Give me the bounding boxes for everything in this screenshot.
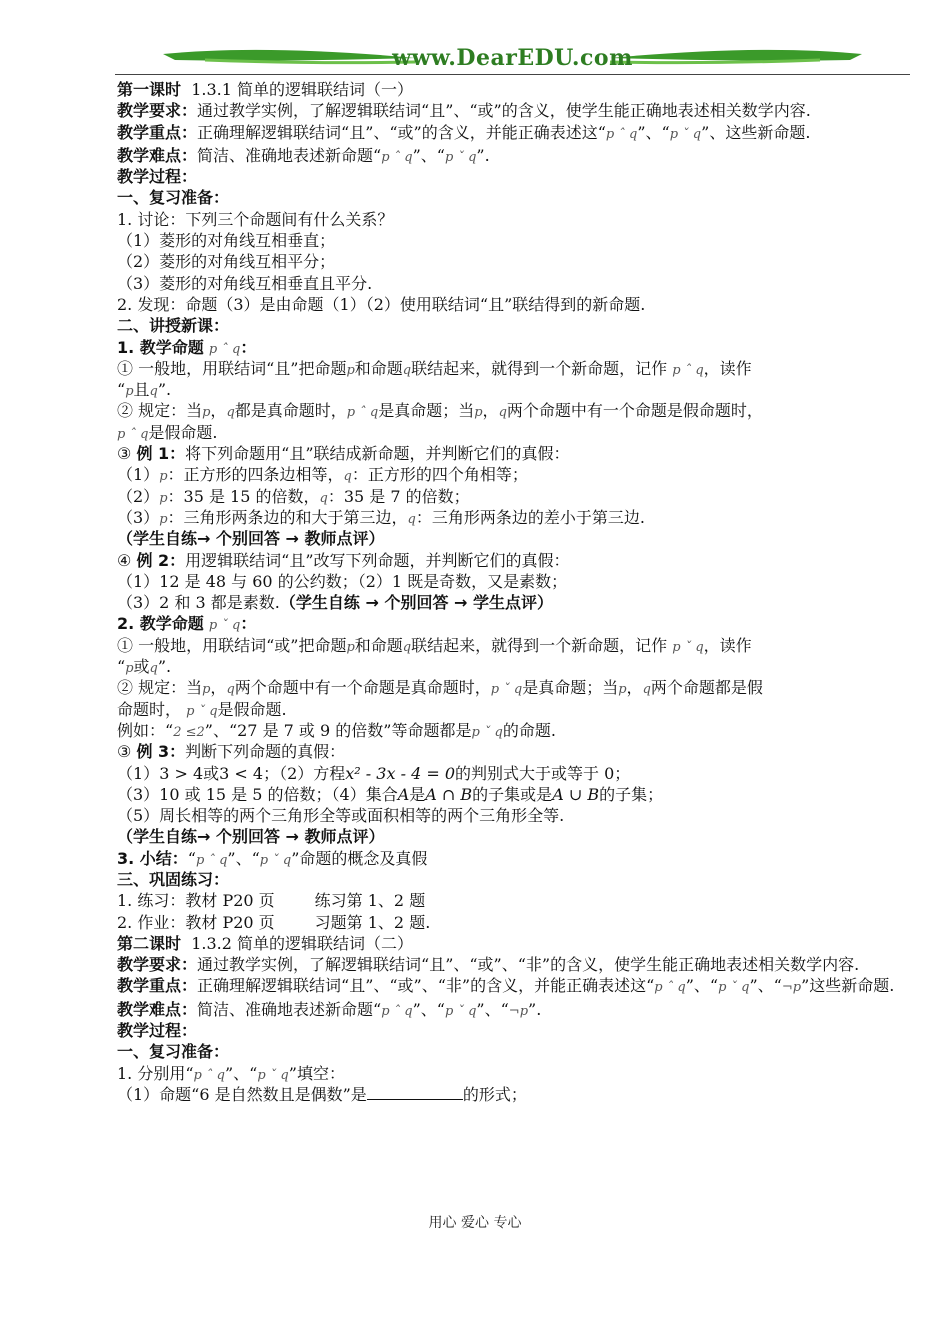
section-heading: 二、讲授新课： <box>117 316 230 336</box>
text: ：三角形两条边的差小于第三边. <box>415 507 645 527</box>
topic-heading: 1. 教学命题 <box>117 337 204 357</box>
text: 1. 练习：教材 P20 页 <box>117 891 275 911</box>
text: ① 一般地，用联结词“或”把命题 <box>117 635 347 655</box>
q-symbol: q <box>149 661 158 677</box>
p-symbol: p <box>202 682 211 698</box>
section-heading: 一、复习准备： <box>117 1042 230 1062</box>
req-label: 教学要求： <box>117 101 198 121</box>
section-heading: 一、复习准备： <box>117 188 230 208</box>
key-text: ”、“ <box>685 976 719 996</box>
diff-text: ”、“ <box>476 999 509 1019</box>
key-label: 教学重点： <box>117 976 198 996</box>
text: 命题时， <box>117 699 182 719</box>
text: 将下列命题用“且”联结成新命题，并判断它们的真假： <box>185 444 570 464</box>
text: 且 <box>133 380 150 400</box>
text: “ <box>117 657 126 677</box>
text: ：35 是 15 的倍数， <box>167 486 320 506</box>
and-symbol: p ˆ q <box>193 1067 225 1083</box>
text: 是 <box>409 784 426 804</box>
text: 和命题 <box>354 635 403 655</box>
q-symbol: q <box>402 362 412 378</box>
key-text: ”这些新命题. <box>801 976 895 996</box>
diff-text: 简洁、准确地表述新命题“ <box>197 145 382 165</box>
text: 是真命题；当 <box>378 401 475 421</box>
text-line: （1）菱形的对角线互相垂直； <box>117 231 336 251</box>
flow-note: （学生自练 → 个别回答 → 学生点评） <box>279 593 553 613</box>
text: 两个命题中有一个命题是假命题时， <box>506 401 763 421</box>
process-heading: 教学过程： <box>117 1021 198 1041</box>
key-text: 正确理解逻辑联结词“且”、“或”、“非”的含义，并能正确表述这“ <box>197 976 655 996</box>
q-symbol: q <box>407 511 416 527</box>
not-symbol: ¬p <box>508 1003 529 1019</box>
text: 是假命题. <box>148 422 218 442</box>
text: 例如：“ <box>117 720 174 740</box>
math: 3 > 4 <box>159 763 204 783</box>
diff-text: ”、“ <box>412 145 445 165</box>
p-symbol: p <box>346 639 355 655</box>
text: （3）2 和 3 都是素数. <box>117 593 280 613</box>
summary-label: 3. 小结： <box>117 848 188 868</box>
text: 或 <box>203 763 220 783</box>
diff-label: 教学难点： <box>117 999 198 1019</box>
text: 1. 分别用“ <box>117 1063 194 1083</box>
text-line: （2）菱形的对角线互相平分； <box>117 252 336 272</box>
document-body: 第一课时 1.3.1 简单的逻辑联结词（一） 教学要求：通过教学实例，了解逻辑联结词“且”、“或”的含义，使学生能正确地表述相关数学内容. 教学重点：正确理解逻辑联结词“且”、“或”的含义，并能正确表述这“p ˆ q”、“p ˇ q”、这些新命题. 教学难点：简洁、准确地表述新命题“p ˆ q”、“p ˇ q”. 教学过程： 一、复习准备： 1. 讨论：下列三个命题间有什么关系？ （1）菱形的对角线互相垂直； （2）菱形的对角线互相平分； （3）菱形的对角线互相垂直且平分. 2. 发现：命题（3）是由命题（1）（2）使用联结词“且”联结得到的新命题. 二、讲授新课： 1. 教学命题 p ˆ q： ① 一般地，用联结词“且”把命题p和命题q联结起来，就得到一个新命题，记作 p ˆ q，读作 “p且q”. ② 规定：当p，q都是真命题时，p ˆ q是真命题；当p，q两个命题中有一个命题是假命题时， p ˆ q是假命题. ③ 例 1：将下列命题用“且”联结成新命题，并判断它们的真假： （1）p：正方形的四条边相等，q：正方形的四个角相等； （2）p：35 是 15 的倍数，q：35 是 7 的倍数； （3）p：三角形两条边的和大于第三边，q：三角形两条边的差小于第三边. （学生自练→ 个别回答 → 教师点评） ④ 例 2：用逻辑联结词“且”改写下列命题，并判断它们的真假： （1）12 是 48 与 60 的公约数；（2）1 既是奇数，又是素数； （3）2 和 3 都是素数.（学生自练 → 个别回答 → 学生点评） 2. 教学命题 p ˇ q： ① 一般地，用联结词“或”把命题p和命题q联结起来，就得到一个新命题，记作 p ˇ q，读作 “p或q”. ② 规定：当p，q两个命题中有一个命题是真命题时，p ˇ q是真命题；当p，q两个命题都是假 命题时， p ˇ q是假命题. 例如：“2 ≤2”、“27 是 7 或 9 的倍数”等命题都是p ˇ q的命题. ③ 例 3：判断下列命题的真假： （1）3 > 4或3 < 4；（2）方程x² - 3x - 4 = 0的判别式大于或等于 0； （3）10 或 15 是 5 的倍数；（4）集合A是A ∩ B的子集或是A ∪ B的子集； （5）周长相等的两个三角形全等或面积相等的两个三角形全等. （学生自练→ 个别回答 → 教师点评） 3. 小结：“p ˆ q”、“p ˇ q”命题的概念及真假 三、巩固练习： 1. 练习：教材 P20 页 练习第 1、2 题 2. 作业：教材 P20 页 习题第 1、2 题. 第二课时 1.3.2 简单的逻辑联结词（二） 教学要求：通过教学实例，了解逻辑联结词“且”、“或”、“非”的含义，使学生能正确地表述相关数学内容. 教学重点：正确理解逻辑联结词“且”、“或”、“非”的含义，并能正确表述这“p ˆ q”、“p ˇ q”、“¬p”这些新命题. 教学难点：简洁、准确地表述新命题“p ˆ q”、“p ˇ q”、“¬p”. 教学过程： 一、复习准备： 1. 分别用“p ˆ q”、“p ˇ q”填空： （1）命题“6 是自然数且是偶数”是 的形式； <box>117 79 912 1105</box>
text: （1） <box>117 465 160 485</box>
text: （2） <box>117 486 160 506</box>
text: 判断下列命题的真假： <box>185 742 346 762</box>
text: ”填空： <box>288 1063 345 1083</box>
text: ：三角形两条边的和大于第三边， <box>167 507 408 527</box>
q-symbol: q <box>498 405 507 421</box>
text: 两个命题中有一个命题是真命题时， <box>234 678 491 698</box>
key-text: 正确理解逻辑联结词“且”、“或”的含义，并能正确表述这“ <box>197 122 606 142</box>
topic-heading: 2. 教学命题 <box>117 614 204 634</box>
or-symbol: p ˇ q <box>445 149 477 165</box>
text: ， <box>482 401 499 421</box>
text: 的形式； <box>462 1084 527 1104</box>
example-label: 例 2： <box>136 550 186 570</box>
example-label: 例 3： <box>136 742 186 762</box>
p-symbol: p <box>618 682 627 698</box>
text: ：正方形的四个角相等； <box>351 465 528 485</box>
text: 习题第 1、2 题. <box>314 912 431 932</box>
or-symbol: p ˇ q <box>445 1003 477 1019</box>
text: ，读作 <box>703 358 752 378</box>
p-symbol: p <box>125 384 134 400</box>
text: “ <box>117 380 126 400</box>
text: ”、“ <box>227 848 260 868</box>
text-line: （5）周长相等的两个三角形全等或面积相等的两个三角形全等. <box>117 806 565 826</box>
or-symbol: p ˇ q <box>490 682 523 698</box>
q-symbol: q <box>402 639 412 655</box>
text: ”、“ <box>224 1063 258 1083</box>
text: （1） <box>117 763 160 783</box>
diff-text: ”. <box>528 999 542 1019</box>
text: ， <box>626 678 643 698</box>
q-symbol: q <box>149 384 158 400</box>
set-a: A <box>397 784 410 804</box>
or-symbol: p ˇ q <box>471 724 503 740</box>
or-symbol: p ˇ q <box>718 980 750 996</box>
equation: x² - 3x - 4 = 0 <box>345 763 455 783</box>
lesson2-title: 第二课时 <box>117 933 182 953</box>
colon: ： <box>240 614 257 634</box>
flow-note: （学生自练→ 个别回答 → 教师点评） <box>117 827 385 847</box>
req-label: 教学要求： <box>117 955 198 975</box>
text: ”、“27 是 7 或 9 的倍数”等命题都是 <box>204 720 472 740</box>
diff-text: ”、“ <box>412 999 445 1019</box>
text: 2. 作业：教材 P20 页 <box>117 912 275 932</box>
fill-blank[interactable] <box>367 1085 463 1100</box>
text: 的子集或是 <box>472 784 553 804</box>
q-symbol: q <box>226 682 235 698</box>
text-line: 2. 发现：命题（3）是由命题（1）（2）使用联结词“且”联结得到的新命题. <box>117 294 646 314</box>
text: （3） <box>117 507 160 527</box>
text-line: （3）菱形的对角线互相垂直且平分. <box>117 273 373 293</box>
text: ”. <box>157 657 172 677</box>
text: ，读作 <box>703 635 752 655</box>
req-text: 通过教学实例，了解逻辑联结词“且”、“或”、“非”的含义，使学生能正确地表述相关数学内容. <box>197 955 860 975</box>
req-text: 通过教学实例，了解逻辑联结词“且”、“或”的含义，使学生能正确地表述相关数学内容. <box>197 101 811 121</box>
section-heading: 三、巩固练习： <box>117 869 230 889</box>
p-symbol: p <box>202 405 211 421</box>
text: ：正方形的四条边相等， <box>167 465 344 485</box>
text: ② 规定：当 <box>117 678 203 698</box>
math: 3 < 4 <box>219 763 264 783</box>
text: ；（2）方程 <box>263 763 346 783</box>
text: ”命题的概念及真假 <box>291 848 428 868</box>
q-symbol: q <box>319 490 328 506</box>
text: 都是真命题时， <box>234 401 347 421</box>
text: ， <box>210 678 227 698</box>
and-symbol: p ˆ q <box>672 362 704 378</box>
text-line: 1. 讨论：下列三个命题间有什么关系？ <box>117 209 394 229</box>
text: 的子集； <box>599 784 664 804</box>
text: 或 <box>133 657 150 677</box>
header-rule <box>115 74 910 75</box>
site-url[interactable]: www.DearEDU.com <box>392 45 633 71</box>
colon: ： <box>240 337 257 357</box>
q-symbol: q <box>226 405 235 421</box>
p-symbol: p <box>159 511 168 527</box>
q-symbol: q <box>642 682 651 698</box>
key-text: ”、“ <box>749 976 782 996</box>
and-symbol: p ˆ q <box>346 405 379 421</box>
lesson2-subtitle: 1.3.2 简单的逻辑联结词（二） <box>191 933 413 953</box>
text: “ <box>187 848 196 868</box>
p-symbol: p <box>159 490 168 506</box>
text: （1）命题“6 是自然数且是偶数”是 <box>117 1084 367 1104</box>
text: 两个命题都是假 <box>650 678 763 698</box>
lesson1-title: 第一课时 <box>117 80 182 99</box>
text: 和命题 <box>354 358 403 378</box>
or-symbol: p ˇ q <box>669 126 702 142</box>
or-symbol: p ˇ q <box>257 1067 289 1083</box>
lesson1-subtitle: 1.3.1 简单的逻辑联结词（一） <box>191 80 413 99</box>
diff-text: 简洁、准确地表述新命题“ <box>197 999 382 1019</box>
p-symbol: p <box>474 405 483 421</box>
p-symbol: p <box>125 661 134 677</box>
text: 练习第 1、2 题 <box>314 891 426 911</box>
or-symbol: p ˇ q <box>259 852 292 868</box>
and-symbol: p ˆ q <box>195 852 228 868</box>
key-label: 教学重点： <box>117 122 198 142</box>
text: 是真命题；当 <box>522 678 619 698</box>
text: 联结起来，就得到一个新命题，记作 <box>411 358 668 378</box>
text: ， <box>210 401 227 421</box>
text: ：35 是 7 的倍数； <box>327 486 470 506</box>
inequality: 2 ≤2 <box>173 724 205 740</box>
text-line: （1）12 是 48 与 60 的公约数；（2）1 既是奇数，又是素数； <box>117 571 568 591</box>
flow-note: （学生自练→ 个别回答 → 教师点评） <box>117 529 385 549</box>
text: 用逻辑联结词“且”改写下列命题，并判断它们的真假： <box>185 550 570 570</box>
example-label: 例 1： <box>136 444 186 464</box>
diff-label: 教学难点： <box>117 145 198 165</box>
site-header <box>115 40 910 76</box>
p-symbol: p <box>159 469 168 485</box>
and-symbol: p ˆ q <box>381 1003 413 1019</box>
text: ”. <box>157 380 172 400</box>
text: （3）10 或 15 是 5 的倍数；（4）集合 <box>117 784 398 804</box>
text: 联结起来，就得到一个新命题，记作 <box>411 635 668 655</box>
and-symbol: p ˆ q <box>208 341 241 357</box>
and-symbol: p ˆ q <box>117 426 149 442</box>
process-heading: 教学过程： <box>117 167 198 187</box>
text: ② 规定：当 <box>117 401 203 421</box>
and-symbol: p ˆ q <box>381 149 413 165</box>
footer-slogan: 用心 爱心 专心 <box>428 1215 522 1231</box>
text: 是假命题. <box>217 699 287 719</box>
not-symbol: ¬p <box>781 980 802 996</box>
and-symbol: p ˆ q <box>654 980 686 996</box>
q-symbol: q <box>343 469 352 485</box>
text: 的命题. <box>502 720 556 740</box>
text: ① 一般地，用联结词“且”把命题 <box>117 358 347 378</box>
text: 的判别式大于或等于 0； <box>455 763 631 783</box>
key-text: ”、这些新命题. <box>701 122 811 142</box>
or-symbol: p ˇ q <box>672 639 704 655</box>
key-text: ”、“ <box>637 122 670 142</box>
or-symbol: p ˇ q <box>208 618 241 634</box>
intersection: A ∩ B <box>425 784 473 804</box>
and-symbol: p ˆ q <box>605 126 638 142</box>
union: A ∪ B <box>552 784 600 804</box>
diff-text: ”. <box>476 145 490 165</box>
p-symbol: p <box>346 362 355 378</box>
or-symbol: p ˇ q <box>186 703 218 719</box>
